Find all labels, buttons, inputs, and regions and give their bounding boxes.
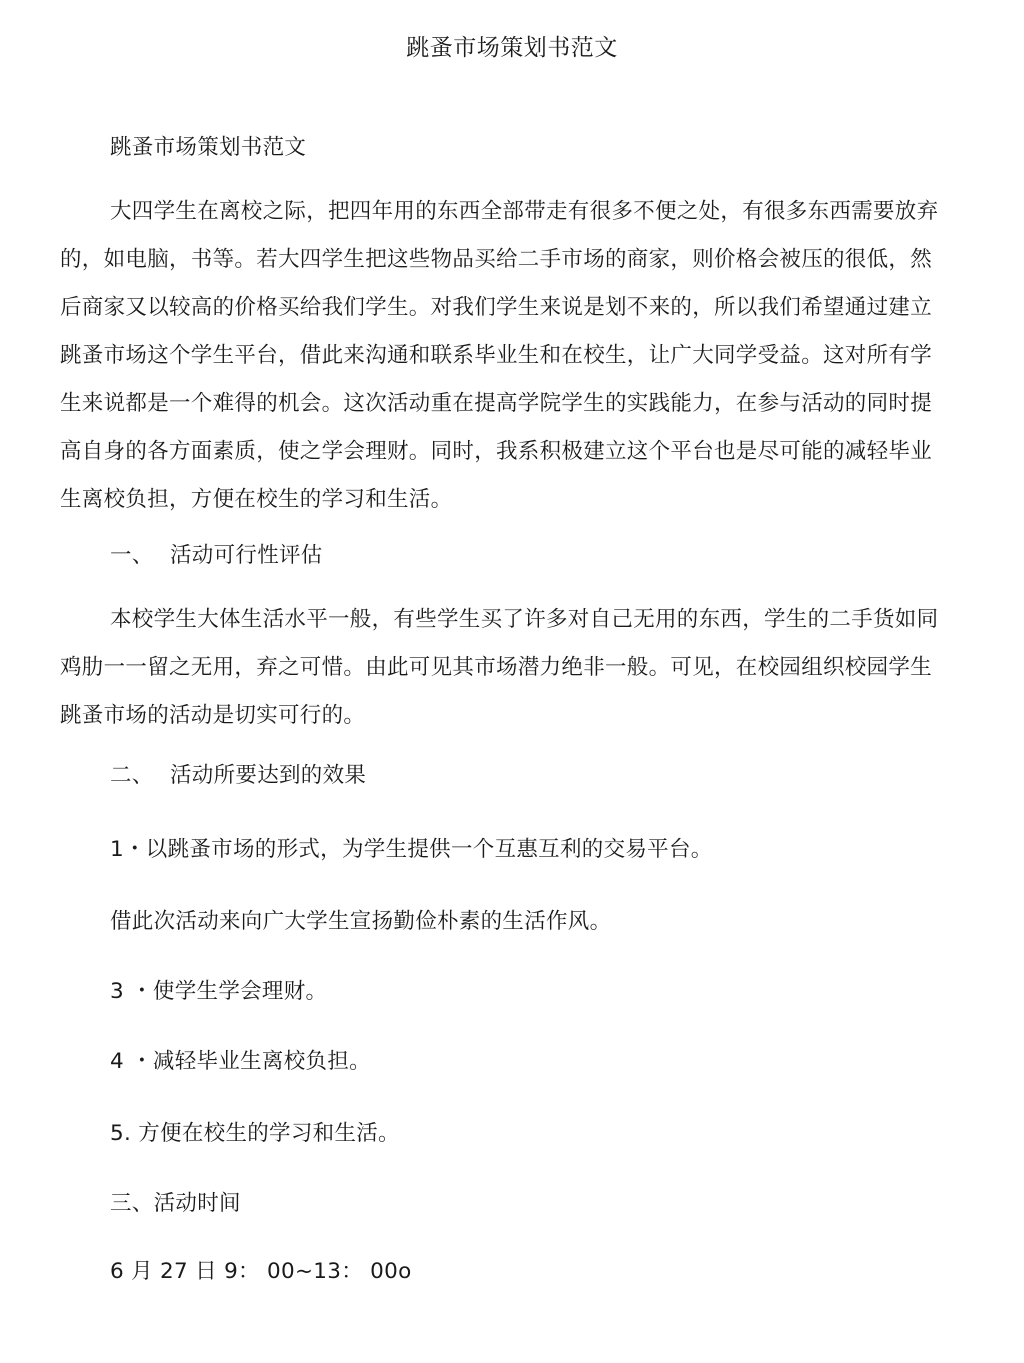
- section-number: 一、: [110, 543, 154, 568]
- document-subtitle: 跳蚤市场策划书范文: [110, 135, 307, 160]
- section-title: 活动所要达到的效果: [170, 763, 367, 788]
- section-heading-effects: [110, 758, 366, 794]
- intro-paragraph: 大四学生在离校之际，把四年用的东西全部带走有很多不便之处，有很多东西需要放弃的，如电脑，书等。若大四学生把这些物品买给二手市场的商家，则价格会被压的很低，然后商家又以较高的价格买给我们学生。对我们学生来说是划不来的，所以我们希望通过建立跳蚤市场这个学生平台，借此来沟通和联系毕业生和在校生，让广大同学受益。这对所有学生来说都是一个难得的机会。这次活动重在提高学院学生的实践能力，在参与活动的同时提高自身的各方面素质，使之学会理财。同时，我系积极建立这个平台也是尽可能的减轻毕业生离校负担，方便在校生的学习和生活。: [60, 199, 939, 512]
- list-item: 借此次活动来向广大学生宣扬勤俭朴素的生活作风。: [110, 909, 612, 934]
- list-item: 1・以跳蚤市场的形式，为学生提供一个互惠互利的交易平台。: [110, 837, 713, 862]
- section-number: 二、: [110, 763, 154, 788]
- section-heading-time: 三、活动时间: [110, 1191, 241, 1216]
- activity-time: 6 月 27 日 9： 00~13： 00o: [110, 1259, 412, 1284]
- document-title: 跳蚤市场策划书范文: [406, 35, 618, 61]
- list-item: 3 ・使学生学会理财。: [110, 979, 328, 1004]
- feasibility-paragraph: 本校学生大体生活水平一般，有些学生买了许多对自己无用的东西，学生的二手货如同鸡肋一一留之无用，弃之可惜。由此可见其市场潜力绝非一般。可见，在校园组织校园学生跳蚤市场的活动是切实可行的。: [60, 607, 939, 728]
- list-item: 4 ・减轻毕业生离校负担。: [110, 1049, 371, 1074]
- section-title: 活动可行性评估: [170, 543, 323, 568]
- section-heading-feasibility: [110, 538, 323, 574]
- list-item: 5. 方便在校生的学习和生活。: [110, 1121, 400, 1146]
